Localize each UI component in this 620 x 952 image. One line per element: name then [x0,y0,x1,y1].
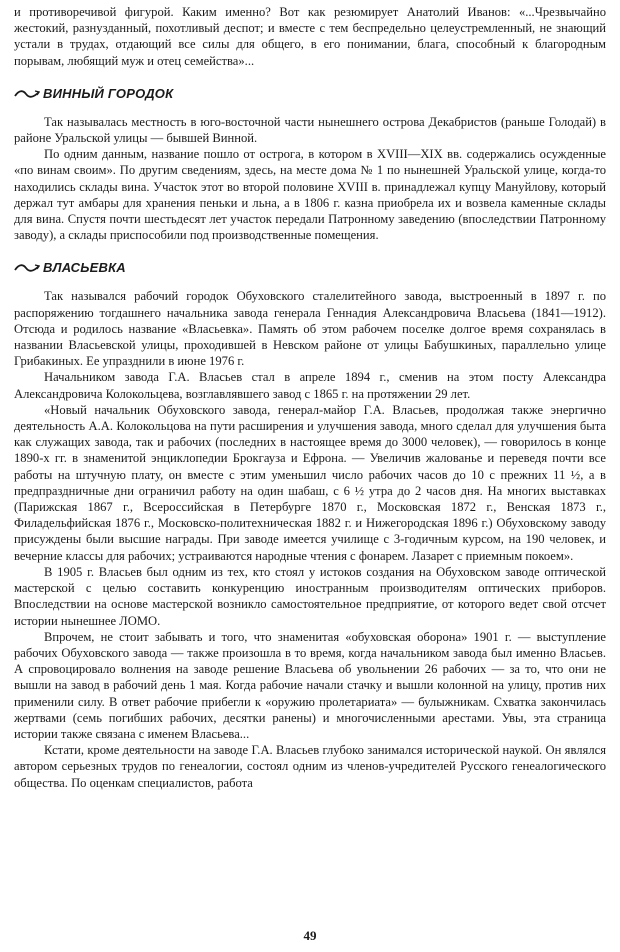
paragraph: Так назывался рабочий городок Обуховского сталелитейного завода, выстроенный в 1897 г. по распоряжению тогдашнего начальника завода генерала Геннадия Александровича Власьева (1841—1912). Отсюда и родилось название «Власьевка». Память об этом рабочем поселке долгое время сохранялась в названии Власьевской улицы, проходившей в Невском районе от улицы Бабушкиных, параллельно улице Грибакиных. Ее упразднили в июне 1976 г. [14,289,606,369]
section-title: ВИННЫЙ ГОРОДОК [43,85,174,101]
wave-ornament-icon [14,263,40,273]
paragraph: Кстати, кроме деятельности на заводе Г.А. Власьев глубоко занимался исторической наукой. Он являлся автором серьезных трудов по генеалогии, состоял одним из членов-учредителей Русского генеалогического общества. По оценкам специалистов, работа [14,743,606,790]
wave-ornament-icon [14,89,40,99]
section-title: ВЛАСЬЕВКА [43,260,126,276]
page-number: 49 [303,928,317,943]
paragraph: Впрочем, не стоит забывать и того, что знаменитая «обуховская оборона» 1901 г. — выступление рабочих Обуховского завода — также произошла в то время, когда начальником завода был именно Власьев. А спровоцировало волнения на заводе решение Власьева об увольнении 26 рабочих — за то, что они не вышли на завод в рабочий день 1 мая. Когда рабочие начали стачку и вышли колонной на улицу, против них применили силу. В ответ рабочие прибегли к «оружию пролетариата» — булыжникам. Схватка закончилась жертвами (семь погибших рабочих, десятки ранены) и многочисленными арестами. Увы, эта страница истории также связана с именем Власьева... [14,629,606,741]
intro-paragraph: и противоречивой фигурой. Каким именно? Вот как резюмирует Анатолий Иванов: «...Чрезвычайно жестокий, разнузданный, похотливый деспот; и вместе с тем беспредельно целеустремленный, не знающий устали в трудах, отдающий все силы для общего, в его понимании, блага, способный к благородным порывам, любящий муж и отец семейства»... [14,5,606,68]
section-heading-vlasyevka [14,260,606,276]
paragraph: По одним данным, название пошло от острога, в котором в XVIII—XIX вв. содержались осужденные «по винам своим». По другим сведениям, здесь, на месте дома № 1 по нынешней Уральской улице, когда-то находились склады вина. Участок этот во второй половине XVIII в. принадлежал купцу Мануйлову, который держал тут амбары для хранения пеньки и льна, а в 1806 г. казна приобрела их и возвела каменные склады для вина. Спустя почти шестьдесят лет участок передали Патронному заведению (впоследствии Патронному заводу), а склады приспособили под производственные помещения. [14,147,606,243]
section-heading-vinny-gorodok [14,86,606,102]
paragraph: Так называлась местность в юго-восточной части нынешнего острова Декабристов (раньше Голодай) в районе Уральской улицы — бывшей Винной. [14,114,606,146]
paragraph: В 1905 г. Власьев был одним из тех, кто стоял у истоков создания на Обуховском заводе оптической мастерской с целью составить конкуренцию иностранным производителям оптических приборов. Впоследствии на основе мастерской возникло самостоятельное предприятие, от которого ведет свой отсчет истории нынешнее ЛОМО. [14,564,606,628]
paragraph: Начальником завода Г.А. Власьев стал в апреле 1894 г., сменив на этом посту Александра Александровича Колокольцева, возглавлявшего завод с 1865 г. на протяжении 29 лет. [14,370,606,401]
quote-paragraph: «Новый начальник Обуховского завода, генерал-майор Г.А. Власьев, продолжая также энергично деятельность А.А. Колокольцова на пути расширения и улучшения завода, много сделал для улучшения быта как служащих завода, так и рабочих (последних в настоящее время до 3000 человек), — говорилось в конце 1890-х гг. в знаменитой энциклопедии Брокгауза и Ефрона. — Увеличив жалованье и переведя почти все работы на штучную плату, он вместе с этим уменьшил число рабочих часов до 10 с прежних 11 ½, а в предпраздничные дни ограничил работу на один шабаш, с 6 ½ утра до 2 часов дня. На многих выставках (Парижская 1867 г., Всероссийская в Петербурге 1870 г., Московская 1872 г., Венская 1873 г., Филадельфийская 1876 г., Московско-политехническая 1882 г. и Нижегородская 1896 г.) Обуховскому заводу присуждены были высшие награды. При заводе имеется училище с 3-годичным курсом, на 190 человек, и вечерние классы для рабочих; устраиваются народные чтения с фонарем. Лазарет с приемным покоем». [14,402,606,563]
